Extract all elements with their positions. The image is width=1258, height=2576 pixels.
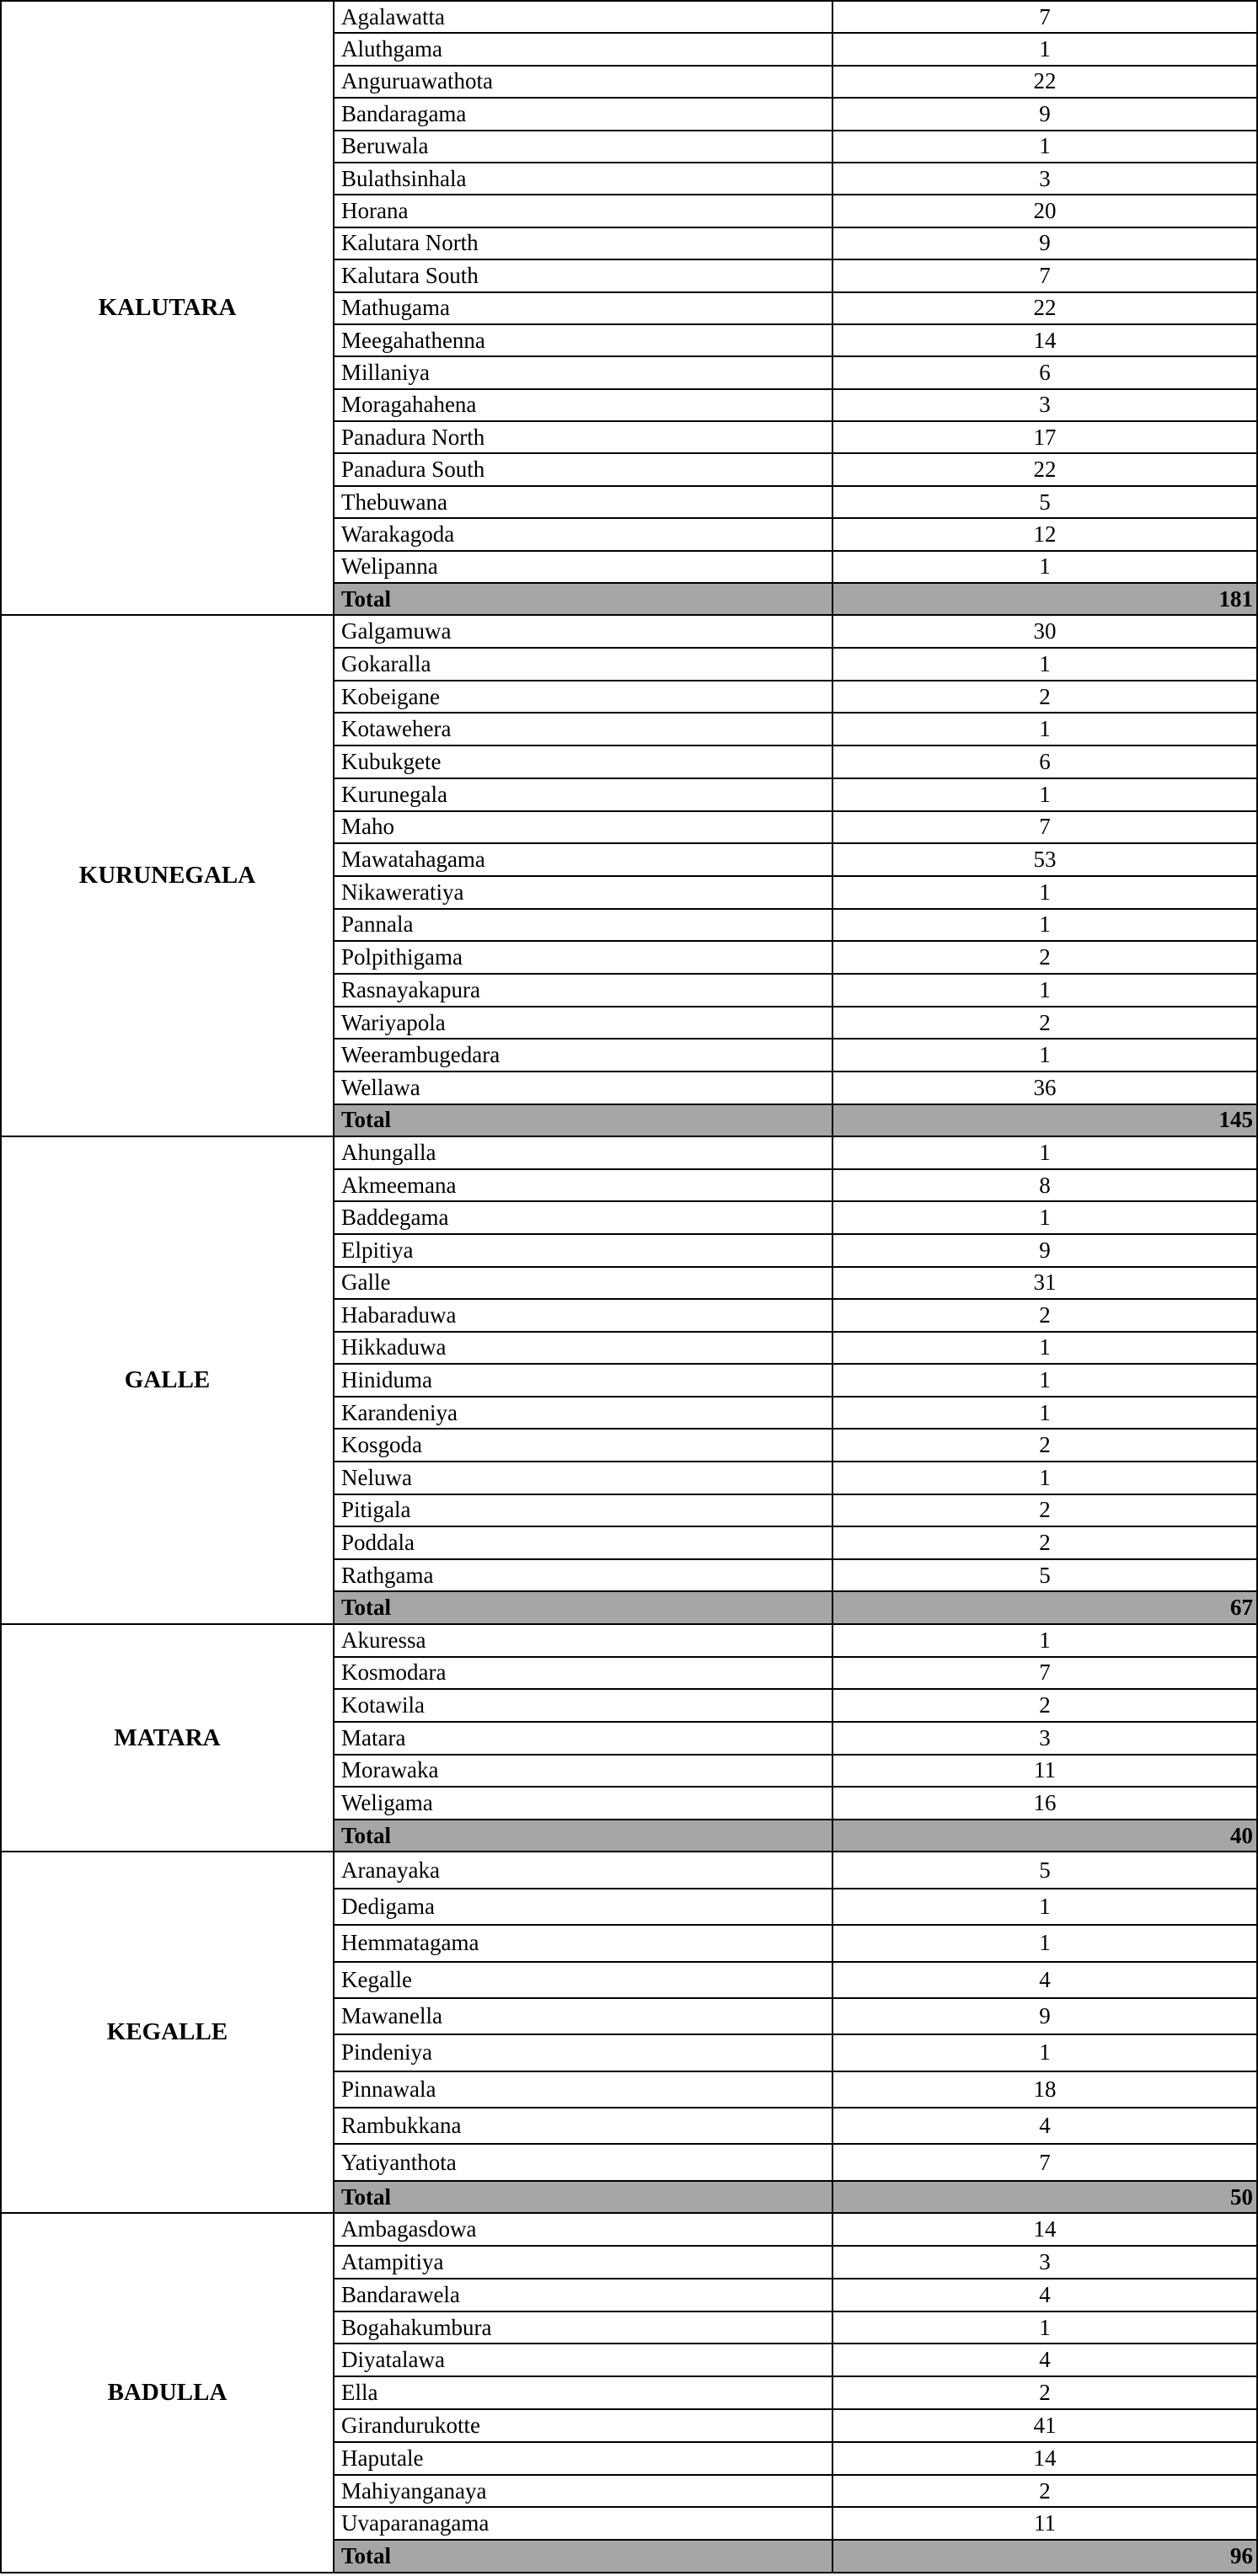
area-name-cell: Girandurukotte: [334, 2409, 832, 2442]
area-count-cell: 3: [832, 389, 1257, 421]
area-name-cell: Rathgama: [334, 1559, 832, 1592]
table-row: [1, 1136, 1257, 1169]
area-count-cell: 7: [832, 2144, 1257, 2180]
area-name-cell: Kalutara South: [334, 259, 832, 291]
area-name-cell: Moragahahena: [334, 389, 832, 421]
total-value: 50: [832, 2181, 1257, 2213]
area-name-cell: Haputale: [334, 2442, 832, 2475]
area-count-cell: 20: [832, 195, 1257, 227]
area-count-cell: 1: [832, 1925, 1257, 1961]
area-count-cell: 1: [832, 1332, 1257, 1365]
area-count-cell: 2: [832, 1494, 1257, 1527]
area-name-cell: Kosgoda: [334, 1429, 832, 1462]
area-name-cell: Pindeniya: [334, 2034, 832, 2071]
area-name-cell: Gokaralla: [334, 648, 832, 681]
area-count-cell: 1: [832, 909, 1257, 942]
area-name-cell: Matara: [334, 1722, 832, 1755]
area-count-cell: 14: [832, 2442, 1257, 2475]
area-name-cell: Welipanna: [334, 551, 832, 583]
area-count-cell: 2: [832, 1007, 1257, 1039]
area-name-cell: Neluwa: [334, 1462, 832, 1494]
area-count-cell: 1: [832, 876, 1257, 909]
area-name-cell: Ambagasdowa: [334, 2213, 832, 2246]
area-count-cell: 2: [832, 2475, 1257, 2508]
area-count-cell: 7: [832, 1657, 1257, 1690]
area-count-cell: 14: [832, 2213, 1257, 2246]
area-count-cell: 6: [832, 746, 1257, 778]
total-label: Total: [334, 1104, 832, 1136]
area-name-cell: Habaraduwa: [334, 1299, 832, 1332]
area-name-cell: Agalawatta: [334, 1, 832, 33]
table-row: [1, 615, 1257, 648]
area-name-cell: Bulathsinhala: [334, 163, 832, 195]
area-count-cell: 36: [832, 1072, 1257, 1104]
area-name-cell: Pitigala: [334, 1494, 832, 1527]
area-count-cell: 3: [832, 2246, 1257, 2279]
area-name-cell: Kotawila: [334, 1689, 832, 1722]
area-count-cell: 4: [832, 2279, 1257, 2311]
area-count-cell: 31: [832, 1267, 1257, 1300]
area-count-cell: 7: [832, 811, 1257, 844]
area-name-cell: Galgamuwa: [334, 615, 832, 648]
total-label: Total: [334, 2181, 832, 2213]
area-count-cell: 12: [832, 518, 1257, 550]
area-name-cell: Bandaragama: [334, 98, 832, 130]
total-value: 40: [832, 1820, 1257, 1852]
area-name-cell: Panadura South: [334, 453, 832, 485]
area-name-cell: Yatiyanthota: [334, 2144, 832, 2180]
area-name-cell: Ella: [334, 2376, 832, 2409]
area-name-cell: Uvaparanagama: [334, 2507, 832, 2540]
table-row: [1, 1624, 1257, 1657]
area-name-cell: Horana: [334, 195, 832, 227]
area-count-cell: 4: [832, 1962, 1257, 1998]
area-count-cell: 1: [832, 2311, 1257, 2344]
area-name-cell: Weligama: [334, 1787, 832, 1820]
area-count-cell: 1: [832, 778, 1257, 811]
area-name-cell: Bogahakumbura: [334, 2311, 832, 2344]
area-count-cell: 3: [832, 163, 1257, 195]
area-count-cell: 9: [832, 98, 1257, 130]
district-name-galle: GALLE: [1, 1136, 334, 1624]
area-name-cell: Millaniya: [334, 356, 832, 388]
area-count-cell: 1: [832, 1397, 1257, 1430]
area-name-cell: Anguruawathota: [334, 66, 832, 98]
area-name-cell: Mathugama: [334, 292, 832, 324]
area-count-cell: 1: [832, 1039, 1257, 1072]
district-name-kalutara: KALUTARA: [1, 1, 334, 615]
area-count-cell: 4: [832, 2344, 1257, 2376]
area-count-cell: 2: [832, 941, 1257, 974]
area-count-cell: 7: [832, 259, 1257, 291]
area-count-cell: 6: [832, 356, 1257, 388]
total-value: 67: [832, 1591, 1257, 1623]
area-count-cell: 1: [832, 974, 1257, 1007]
total-value: 145: [832, 1104, 1257, 1136]
district-name-matara: MATARA: [1, 1624, 334, 1852]
area-count-cell: 2: [832, 1429, 1257, 1462]
area-name-cell: Wellawa: [334, 1072, 832, 1104]
area-name-cell: Diyatalawa: [334, 2344, 832, 2376]
area-count-cell: 9: [832, 1234, 1257, 1267]
area-count-cell: 9: [832, 1998, 1257, 2034]
table-row: [1, 1, 1257, 33]
total-label: Total: [334, 1591, 832, 1623]
area-count-cell: 11: [832, 2507, 1257, 2540]
total-label: Total: [334, 583, 832, 615]
total-label: Total: [334, 1820, 832, 1852]
area-name-cell: Thebuwana: [334, 486, 832, 518]
area-count-cell: 4: [832, 2108, 1257, 2144]
area-name-cell: Akmeemana: [334, 1169, 832, 1202]
area-name-cell: Morawaka: [334, 1755, 832, 1788]
area-count-cell: 2: [832, 681, 1257, 713]
area-count-cell: 1: [832, 551, 1257, 583]
area-name-cell: Kubukgete: [334, 746, 832, 778]
area-count-cell: 1: [832, 713, 1257, 746]
area-name-cell: Galle: [334, 1267, 832, 1300]
table-body: [1, 1, 1257, 2573]
area-name-cell: Bandarawela: [334, 2279, 832, 2311]
area-name-cell: Kurunegala: [334, 778, 832, 811]
area-count-cell: 1: [832, 1889, 1257, 1925]
area-count-cell: 14: [832, 324, 1257, 356]
area-count-cell: 1: [832, 33, 1257, 65]
area-name-cell: Ahungalla: [334, 1136, 832, 1169]
area-count-cell: 5: [832, 1559, 1257, 1592]
area-name-cell: Kosmodara: [334, 1657, 832, 1690]
area-count-cell: 1: [832, 2034, 1257, 2071]
area-name-cell: Poddala: [334, 1526, 832, 1559]
area-count-cell: 1: [832, 1462, 1257, 1494]
area-count-cell: 22: [832, 66, 1257, 98]
area-name-cell: Meegahathenna: [334, 324, 832, 356]
area-name-cell: Karandeniya: [334, 1397, 832, 1430]
area-name-cell: Polpithigama: [334, 941, 832, 974]
area-count-cell: 2: [832, 1299, 1257, 1332]
area-name-cell: Rasnayakapura: [334, 974, 832, 1007]
area-name-cell: Kobeigane: [334, 681, 832, 713]
area-name-cell: Warakagoda: [334, 518, 832, 550]
area-name-cell: Aranayaka: [334, 1852, 832, 1888]
area-count-cell: 18: [832, 2071, 1257, 2108]
area-name-cell: Pinnawala: [334, 2071, 832, 2108]
area-name-cell: Maho: [334, 811, 832, 844]
area-count-cell: 16: [832, 1787, 1257, 1820]
area-count-cell: 30: [832, 615, 1257, 648]
area-name-cell: Hiniduma: [334, 1364, 832, 1397]
area-count-cell: 22: [832, 453, 1257, 485]
district-name-badulla: BADULLA: [1, 2213, 334, 2572]
area-name-cell: Pannala: [334, 909, 832, 942]
area-name-cell: Mawatahagama: [334, 843, 832, 876]
area-name-cell: Aluthgama: [334, 33, 832, 65]
area-name-cell: Mawanella: [334, 1998, 832, 2034]
district-name-kegalle: KEGALLE: [1, 1852, 334, 2213]
area-count-cell: 1: [832, 1136, 1257, 1169]
area-name-cell: Rambukkana: [334, 2108, 832, 2144]
table-row: [1, 1852, 1257, 1888]
area-count-cell: 53: [832, 843, 1257, 876]
area-name-cell: Hikkaduwa: [334, 1332, 832, 1365]
area-count-cell: 5: [832, 486, 1257, 518]
area-name-cell: Hemmatagama: [334, 1925, 832, 1961]
total-value: 96: [832, 2540, 1257, 2572]
area-count-cell: 1: [832, 648, 1257, 681]
area-count-cell: 1: [832, 131, 1257, 163]
area-name-cell: Wariyapola: [334, 1007, 832, 1039]
area-name-cell: Kotawehera: [334, 713, 832, 746]
area-count-cell: 1: [832, 1364, 1257, 1397]
area-count-cell: 8: [832, 1169, 1257, 1202]
area-name-cell: Atampitiya: [334, 2246, 832, 2279]
area-count-cell: 41: [832, 2409, 1257, 2442]
area-name-cell: Dedigama: [334, 1889, 832, 1925]
area-name-cell: Panadura North: [334, 421, 832, 453]
area-name-cell: Baddegama: [334, 1201, 832, 1234]
area-name-cell: Kalutara North: [334, 227, 832, 259]
area-count-cell: 2: [832, 1526, 1257, 1559]
area-name-cell: Weerambugedara: [334, 1039, 832, 1072]
area-name-cell: Elpitiya: [334, 1234, 832, 1267]
area-name-cell: Akuressa: [334, 1624, 832, 1657]
total-value: 181: [832, 583, 1257, 615]
area-count-cell: 17: [832, 421, 1257, 453]
area-count-cell: 2: [832, 2376, 1257, 2409]
area-count-cell: 1: [832, 1201, 1257, 1234]
area-name-cell: Mahiyanganaya: [334, 2475, 832, 2508]
area-name-cell: Nikaweratiya: [334, 876, 832, 909]
area-name-cell: Kegalle: [334, 1962, 832, 1998]
area-count-cell: 3: [832, 1722, 1257, 1755]
area-count-cell: 22: [832, 292, 1257, 324]
area-count-cell: 9: [832, 227, 1257, 259]
area-count-cell: 2: [832, 1689, 1257, 1722]
area-count-cell: 7: [832, 1, 1257, 33]
area-count-cell: 5: [832, 1852, 1257, 1888]
area-name-cell: Beruwala: [334, 131, 832, 163]
area-count-cell: 1: [832, 1624, 1257, 1657]
area-count-cell: 11: [832, 1755, 1257, 1788]
district-name-kurunegala: KURUNEGALA: [1, 615, 334, 1136]
table-row: [1, 2213, 1257, 2246]
total-label: Total: [334, 2540, 832, 2572]
